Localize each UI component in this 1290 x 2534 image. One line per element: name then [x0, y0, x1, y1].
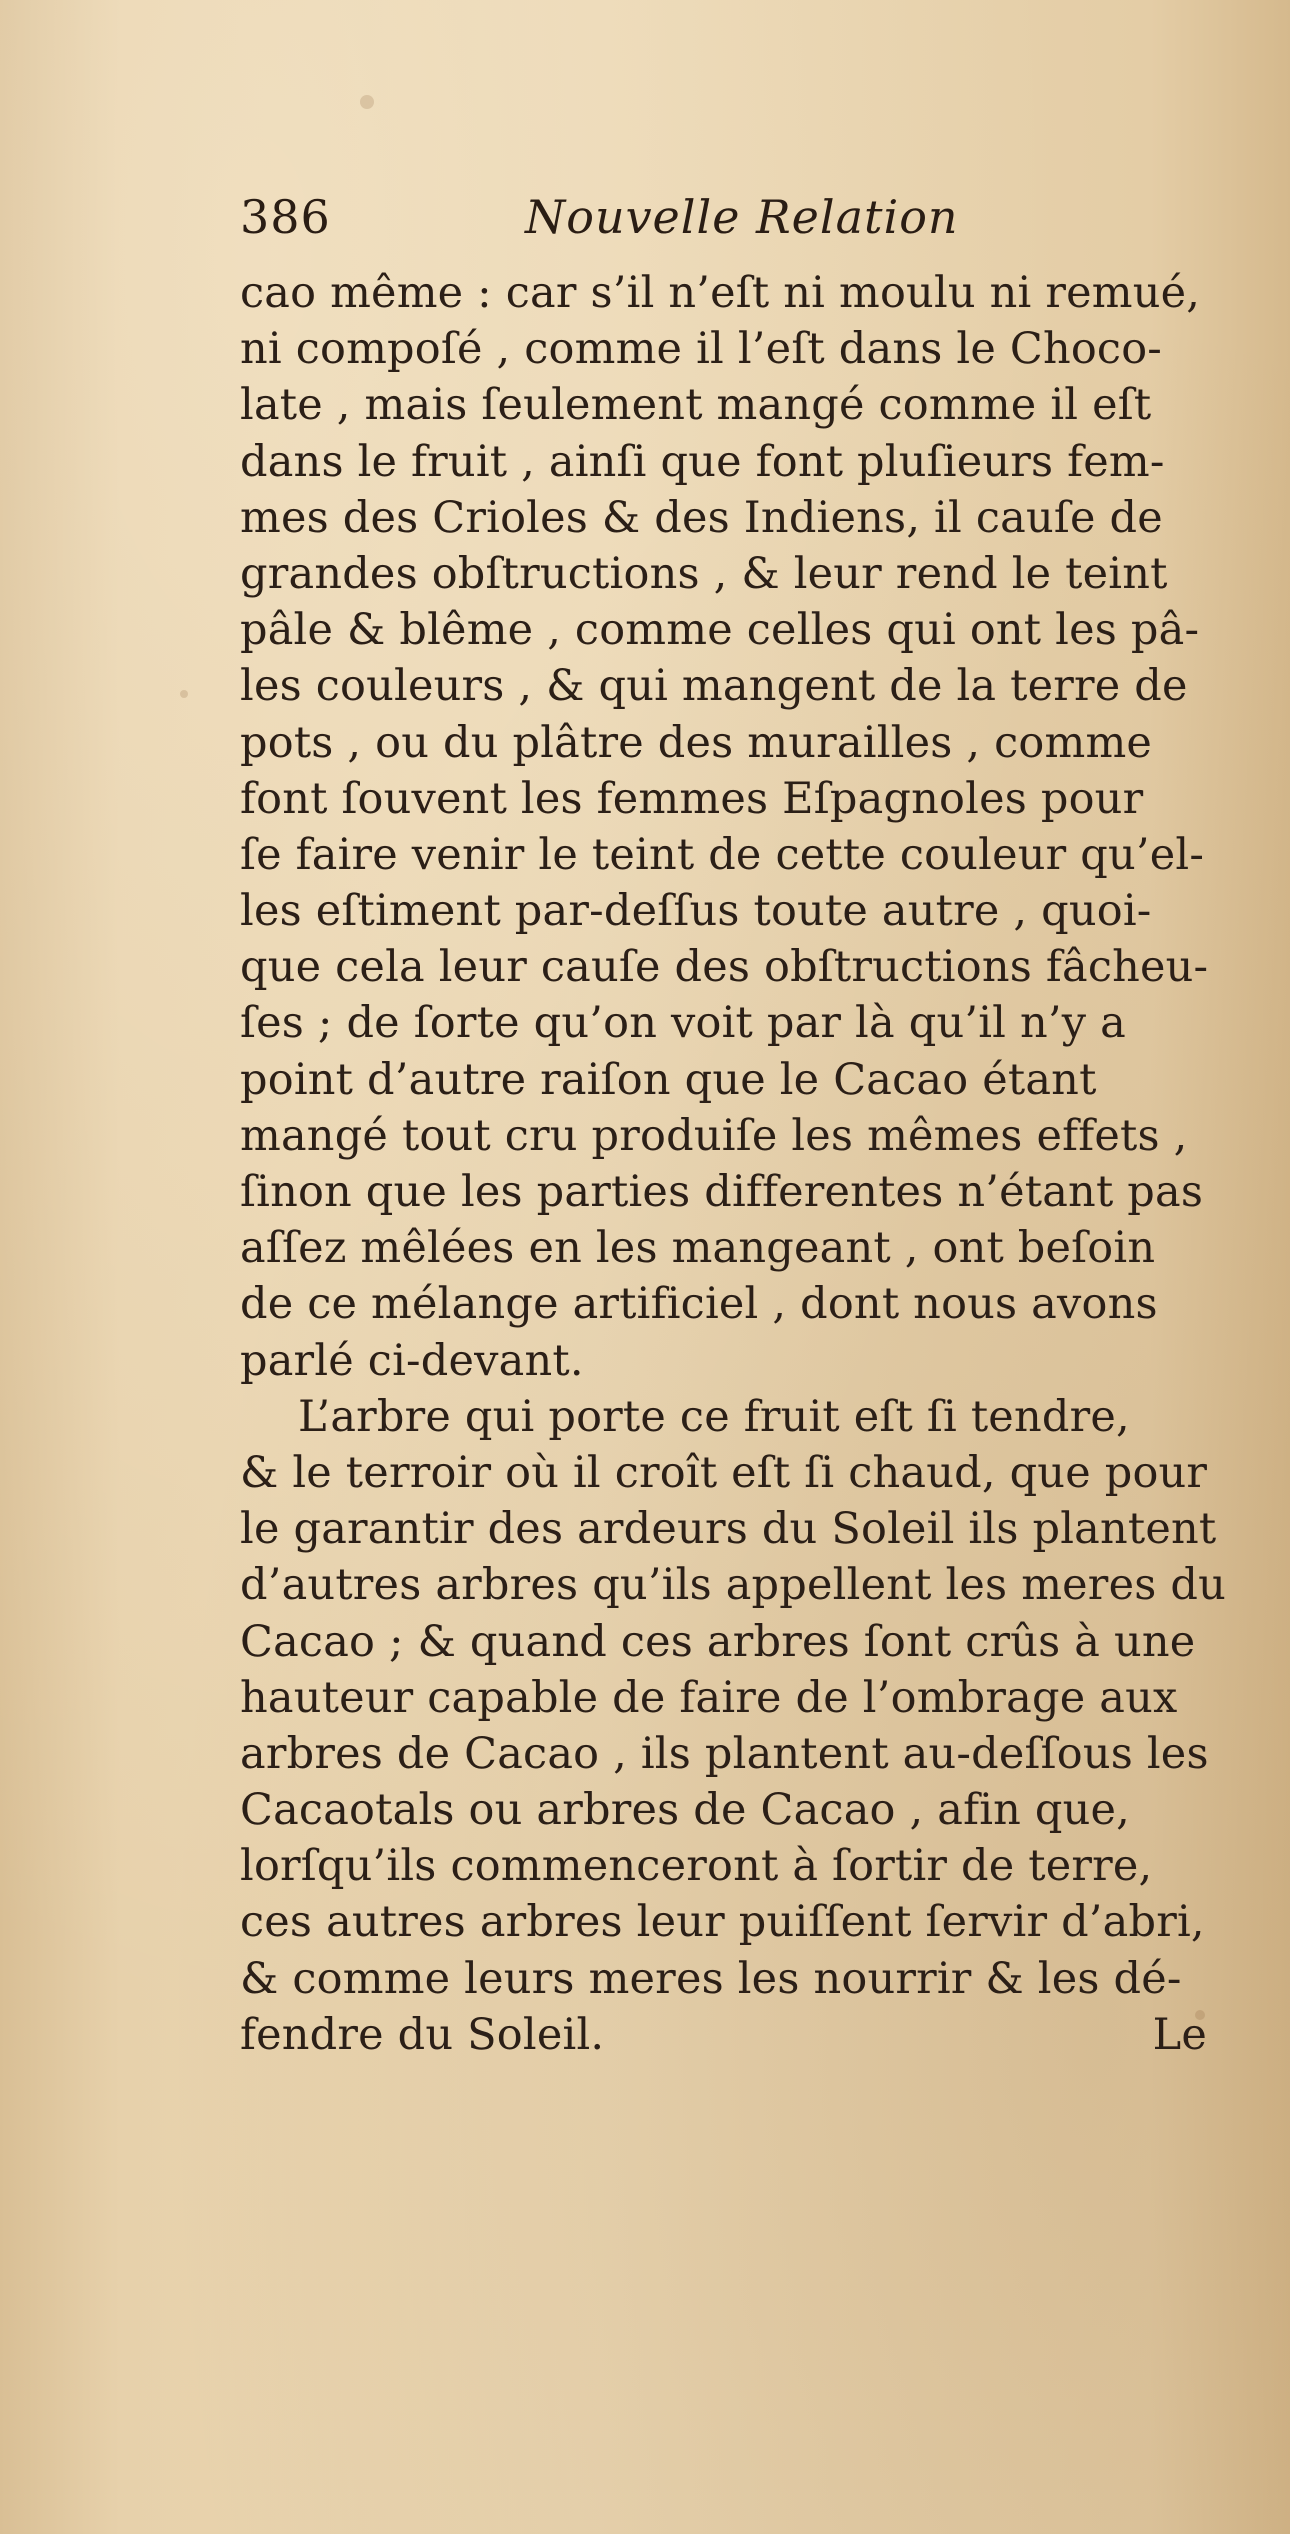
text-line: pots , ou du plâtre des murailles , comme	[240, 717, 1153, 768]
running-title: Nouvelle Relation	[525, 190, 959, 244]
text-line: pâle & blême , comme celles qui ont les pâ-	[240, 605, 1200, 656]
text-line: parlé ci-devant.	[240, 1335, 584, 1386]
text-line: mangé tout cru produiſe les mêmes effets ,	[240, 1110, 1188, 1161]
text-line: ſes ; de ſorte qu’on voit par là qu’il n’y a	[240, 998, 1126, 1049]
text-line: aſſez mêlées en les mangeant , ont beſoin	[240, 1223, 1156, 1274]
paragraph-first-line: L’arbre qui porte ce fruit eſt ſi tendre,	[298, 1391, 1130, 1442]
paper-stain	[360, 95, 374, 109]
text-line: de ce mélange artificiel , dont nous avons	[240, 1279, 1158, 1330]
text-line: dans le fruit , ainſi que font pluſieurs fem-	[240, 436, 1165, 487]
text-line: font ſouvent les femmes Eſpagnoles pour	[240, 773, 1144, 824]
page-number: 386	[240, 190, 331, 244]
text-line: les couleurs , & qui mangent de la terre de	[240, 661, 1188, 712]
text-line: & comme leurs meres les nourrir & les dé-	[240, 1953, 1182, 2004]
text-line: les eſtiment par-deſſus toute autre , quoi-	[240, 886, 1152, 937]
text-line: mes des Crioles & des Indiens, il cauſe de	[240, 492, 1163, 543]
text-line: late , mais ſeulement mangé comme il eſt	[240, 380, 1152, 431]
text-line: lorſqu’ils commenceront à ſortir de terre,	[240, 1841, 1153, 1892]
catchword: Le	[1152, 2009, 1207, 2060]
text-line: Cacao ; & quand ces arbres ſont crûs à une	[240, 1616, 1196, 1667]
text-line: le garantir des ardeurs du Soleil ils plantent	[240, 1504, 1217, 1555]
page-header	[240, 190, 1060, 262]
text-line: ces autres arbres leur puiſſent ſervir d’abri,	[240, 1897, 1205, 1948]
text-line: que cela leur cauſe des obſtructions fâcheu-	[240, 942, 1209, 993]
text-line: arbres de Cacao , ils plantent au-deſſous les	[240, 1728, 1209, 1779]
text-line: Cacaotals ou arbres de Cacao , afin que,	[240, 1785, 1131, 1836]
text-line: d’autres arbres qu’ils appellent les meres du	[240, 1560, 1226, 1611]
text-line: ni compoſé , comme il l’eſt dans le Choco-	[240, 324, 1163, 375]
last-line-with-catchword	[240, 2007, 1245, 2063]
body-text	[240, 265, 1245, 2063]
text-line: point d’autre raiſon que le Cacao étant	[240, 1054, 1097, 1105]
text-line: hauteur capable de faire de l’ombrage aux	[240, 1672, 1178, 1723]
text-line: cao même : car s’il n’eſt ni moulu ni remué,	[240, 268, 1201, 318]
text-line: & le terroir où il croît eſt ſi chaud, que pour	[240, 1447, 1208, 1498]
text-line: fendre du Soleil.	[240, 2009, 605, 2060]
text-line: ſinon que les parties differentes n’étant pas	[240, 1167, 1204, 1217]
text-line: ſe faire venir le teint de cette couleur qu’el-	[240, 829, 1205, 880]
text-line: grandes obſtructions , & leur rend le teint	[240, 548, 1168, 599]
paper-stain	[180, 690, 188, 698]
